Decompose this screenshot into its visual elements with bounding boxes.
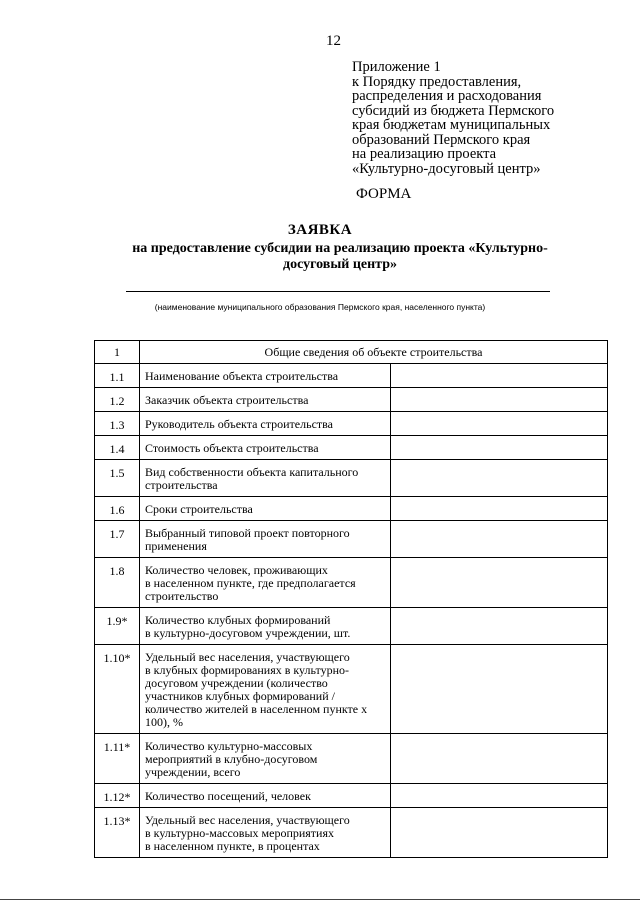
appendix-line: на реализацию проекта: [352, 146, 497, 162]
row-value-field[interactable]: [391, 436, 608, 460]
appendix-line: образований Пермского края: [352, 131, 531, 148]
row-label-line: Сроки строительства: [145, 502, 253, 516]
table-header-title: Общие сведения об объекте строительства: [140, 341, 608, 364]
table-row: [95, 388, 608, 412]
row-label-line: досуговом учреждении (количество: [145, 676, 328, 690]
appendix-line: к Порядку предоставления,: [352, 73, 522, 90]
subtitle-line: досуговый центр»: [282, 257, 397, 272]
row-value-field[interactable]: [391, 558, 608, 608]
row-number: 1.5: [95, 460, 140, 497]
row-value-field[interactable]: [391, 808, 608, 858]
subtitle-line: на предоставление субсидии на реализацию проекта «Культурно-: [132, 241, 548, 256]
appendix-line: «Культурно-досуговый центр»: [352, 160, 541, 177]
table-row: [95, 645, 608, 734]
table-row: [95, 364, 608, 388]
row-label-line: мероприятий в клубно-досуговом: [145, 752, 318, 766]
row-label: [140, 645, 391, 734]
row-value-field[interactable]: [391, 388, 608, 412]
row-label-line: Вид собственности объекта капитального: [145, 465, 359, 479]
row-label: [140, 436, 391, 460]
row-label-line: Количество посещений, человек: [145, 789, 311, 803]
row-label-line: строительство: [145, 589, 219, 603]
row-label-line: количество жителей в населенном пункте х: [145, 702, 368, 716]
row-label-line: учреждении, всего: [145, 765, 241, 779]
appendix-line: Приложение 1: [352, 59, 441, 75]
row-label-line: участников клубных формирований /: [145, 689, 335, 703]
row-value-field[interactable]: [391, 412, 608, 436]
table-row: [95, 436, 608, 460]
row-label: [140, 521, 391, 558]
row-label-line: в культурно-массовых мероприятиях: [145, 826, 334, 840]
table-header-row: [95, 341, 608, 364]
row-value-field[interactable]: [391, 497, 608, 521]
row-label-line: Количество культурно-массовых: [145, 739, 313, 753]
row-label-line: применения: [145, 539, 207, 553]
row-label-line: Выбранный типовой проект повторного: [145, 526, 350, 540]
table-row: [95, 784, 608, 808]
table-row: [95, 558, 608, 608]
row-label-line: Удельный вес населения, участвующего: [145, 650, 350, 664]
row-number: 1.12*: [95, 784, 140, 808]
row-number: 1.8: [95, 558, 140, 608]
row-label: [140, 784, 391, 808]
row-number: 1.4: [95, 436, 140, 460]
table-row: [95, 497, 608, 521]
row-label: [140, 497, 391, 521]
appendix-line: края бюджетам муниципальных: [352, 117, 551, 133]
row-number: 1.10*: [95, 645, 140, 734]
row-label-line: в населенном пункте, в процентах: [145, 839, 320, 853]
row-label: [140, 558, 391, 608]
row-value-field[interactable]: [391, 734, 608, 784]
row-label-line: Заказчик объекта строительства: [145, 393, 309, 407]
row-label-line: 100), %: [145, 715, 183, 729]
table-row: [95, 808, 608, 858]
row-label: [140, 608, 391, 645]
row-value-field[interactable]: [391, 784, 608, 808]
row-label-line: Количество человек, проживающих: [145, 563, 328, 577]
row-number: 1.2: [95, 388, 140, 412]
row-number: 1.7: [95, 521, 140, 558]
fill-in-line: [126, 291, 550, 292]
row-label-line: Удельный вес населения, участвующего: [145, 813, 350, 827]
table-row: [95, 412, 608, 436]
row-label-line: в населенном пункте, где предполагается: [145, 576, 356, 590]
row-number: 1.13*: [95, 808, 140, 858]
row-label-line: Наименование объекта строительства: [145, 369, 339, 383]
document-title: ЗАЯВКА: [287, 222, 353, 238]
appendix-block: [352, 60, 622, 176]
row-value-field[interactable]: [391, 645, 608, 734]
row-value-field[interactable]: [391, 364, 608, 388]
row-value-field[interactable]: [391, 460, 608, 497]
table-header-number: 1: [95, 341, 140, 364]
row-label-line: Стоимость объекта строительства: [145, 441, 319, 455]
row-label-line: в культурно-досуговом учреждении, шт.: [145, 626, 351, 640]
row-value-field[interactable]: [391, 521, 608, 558]
row-label: [140, 388, 391, 412]
row-number: 1.1: [95, 364, 140, 388]
document-subtitle: [90, 241, 590, 273]
row-number: 1.11*: [95, 734, 140, 784]
row-label-line: Руководитель объекта строительства: [145, 417, 333, 431]
row-label-line: строительства: [145, 478, 218, 492]
row-number: 1.6: [95, 497, 140, 521]
fill-in-caption: (наименование муниципального образования Пермского края, населенного пункта): [154, 302, 486, 312]
page-number: 12: [326, 33, 341, 49]
row-number: 1.3: [95, 412, 140, 436]
form-label: ФОРМА: [356, 186, 412, 202]
page-bottom-line: [0, 899, 640, 900]
table-row: [95, 521, 608, 558]
row-label-line: Количество клубных формирований: [145, 613, 331, 627]
table-row: [95, 734, 608, 784]
object-info-table: [94, 340, 608, 858]
appendix-line: субсидий из бюджета Пермского: [352, 102, 555, 119]
row-label: [140, 734, 391, 784]
row-label: [140, 808, 391, 858]
row-label: [140, 364, 391, 388]
row-value-field[interactable]: [391, 608, 608, 645]
table-row: [95, 460, 608, 497]
row-label-line: в клубных формированиях в культурно-: [145, 663, 350, 677]
row-label: [140, 412, 391, 436]
table-row: [95, 608, 608, 645]
row-number: 1.9*: [95, 608, 140, 645]
row-label: [140, 460, 391, 497]
appendix-line: распределения и расходования: [352, 88, 542, 104]
